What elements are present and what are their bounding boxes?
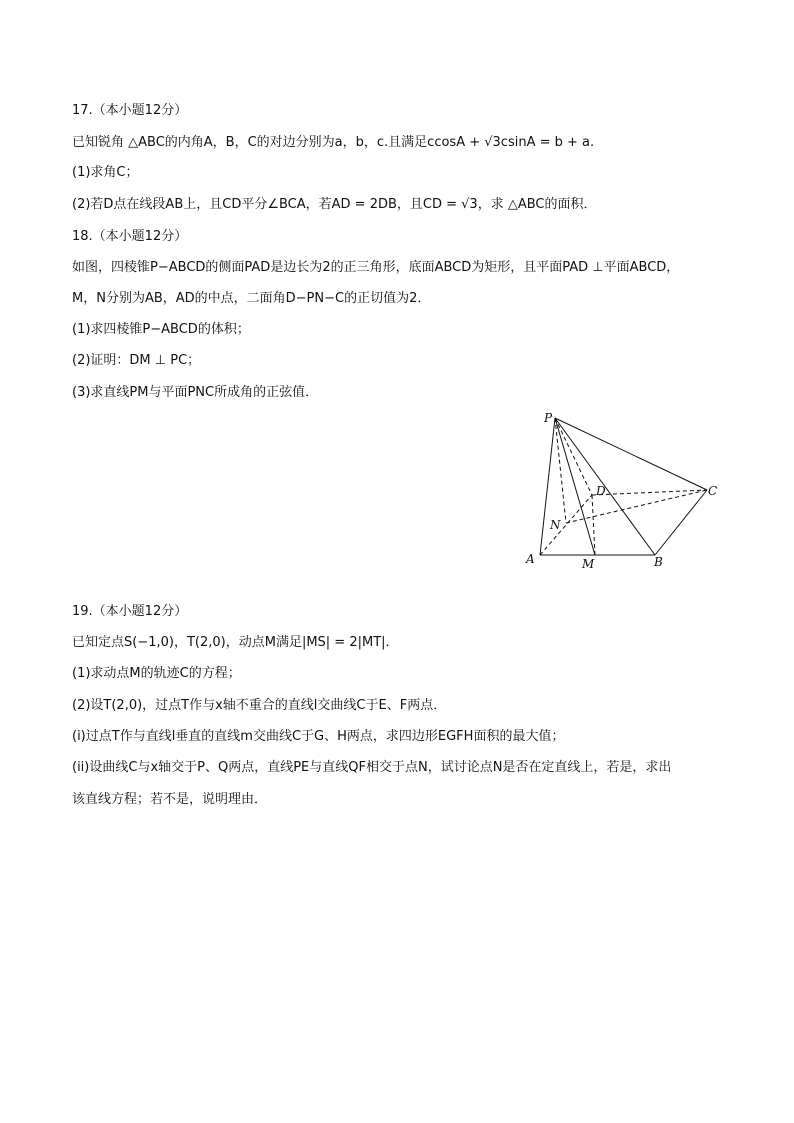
label-B: B bbox=[654, 555, 663, 569]
q18-part2: (2)证明：DM ⊥ PC； bbox=[72, 353, 201, 368]
label-M: M bbox=[582, 557, 595, 571]
q18-part1: (1)求四棱锥P−ABCD的体积； bbox=[72, 322, 250, 337]
pyramid-figure bbox=[520, 405, 735, 575]
q18-stem-line2: M，N分别为AB，AD的中点，二面角D−PN−C的正切值为2． bbox=[72, 291, 431, 306]
q19-header: 19.（本小题12分） bbox=[72, 604, 188, 619]
label-P: P bbox=[544, 411, 553, 425]
edge-PM bbox=[555, 418, 595, 555]
edge-BC bbox=[655, 490, 707, 555]
q17-part2: (2)若D点在线段AB上，且CD平分∠BCA，若AD = 2DB，且CD = √3，求 △ABC的面积． bbox=[72, 197, 597, 212]
edge-PC bbox=[555, 418, 707, 490]
q18-header: 18.（本小题12分） bbox=[72, 229, 188, 244]
q17-header: 17.（本小题12分） bbox=[72, 103, 188, 118]
label-D: D bbox=[596, 484, 606, 498]
q19-part2-ii-line1: (ii)设曲线C与x轴交于P、Q两点，直线PE与直线QF相交于点N，试讨论点N是否在定直线上，若是，求出 bbox=[72, 760, 672, 775]
edge-AD bbox=[540, 495, 592, 555]
q19-part2-ii-line2: 该直线方程；若不是，说明理由． bbox=[72, 792, 268, 807]
q18-stem-line1: 如图，四棱锥P−ABCD的侧面PAD是边长为2的正三角形，底面ABCD为矩形，且平面PAD ⊥平面ABCD， bbox=[72, 260, 680, 275]
label-C: C bbox=[708, 484, 718, 498]
label-A: A bbox=[526, 552, 535, 566]
edge-PA bbox=[540, 418, 555, 555]
label-N: N bbox=[550, 518, 561, 532]
q19-part2-i: (i)过点T作与直线l垂直的直线m交曲线C于G、H两点，求四边形EGFH面积的最大值； bbox=[72, 729, 565, 744]
q19-part2: (2)设T(2,0)，过点T作与x轴不重合的直线l交曲线C于E、F两点． bbox=[72, 698, 447, 713]
q19-stem: 已知定点S(−1,0)，T(2,0)，动点M满足|MS| = 2|MT|． bbox=[72, 635, 399, 650]
edge-NC bbox=[566, 490, 707, 523]
edge-PN bbox=[555, 418, 566, 523]
edge-PD bbox=[555, 418, 592, 495]
q17-stem: 已知锐角 △ABC的内角A，B，C的对边分别为a，b，c.且满足ccosA + √3csinA = b + a. bbox=[72, 135, 595, 150]
q19-part1: (1)求动点M的轨迹C的方程； bbox=[72, 666, 241, 681]
q18-part3: (3)求直线PM与平面PNC所成角的正弦值． bbox=[72, 385, 319, 400]
q17-part1: (1)求角C； bbox=[72, 165, 139, 180]
